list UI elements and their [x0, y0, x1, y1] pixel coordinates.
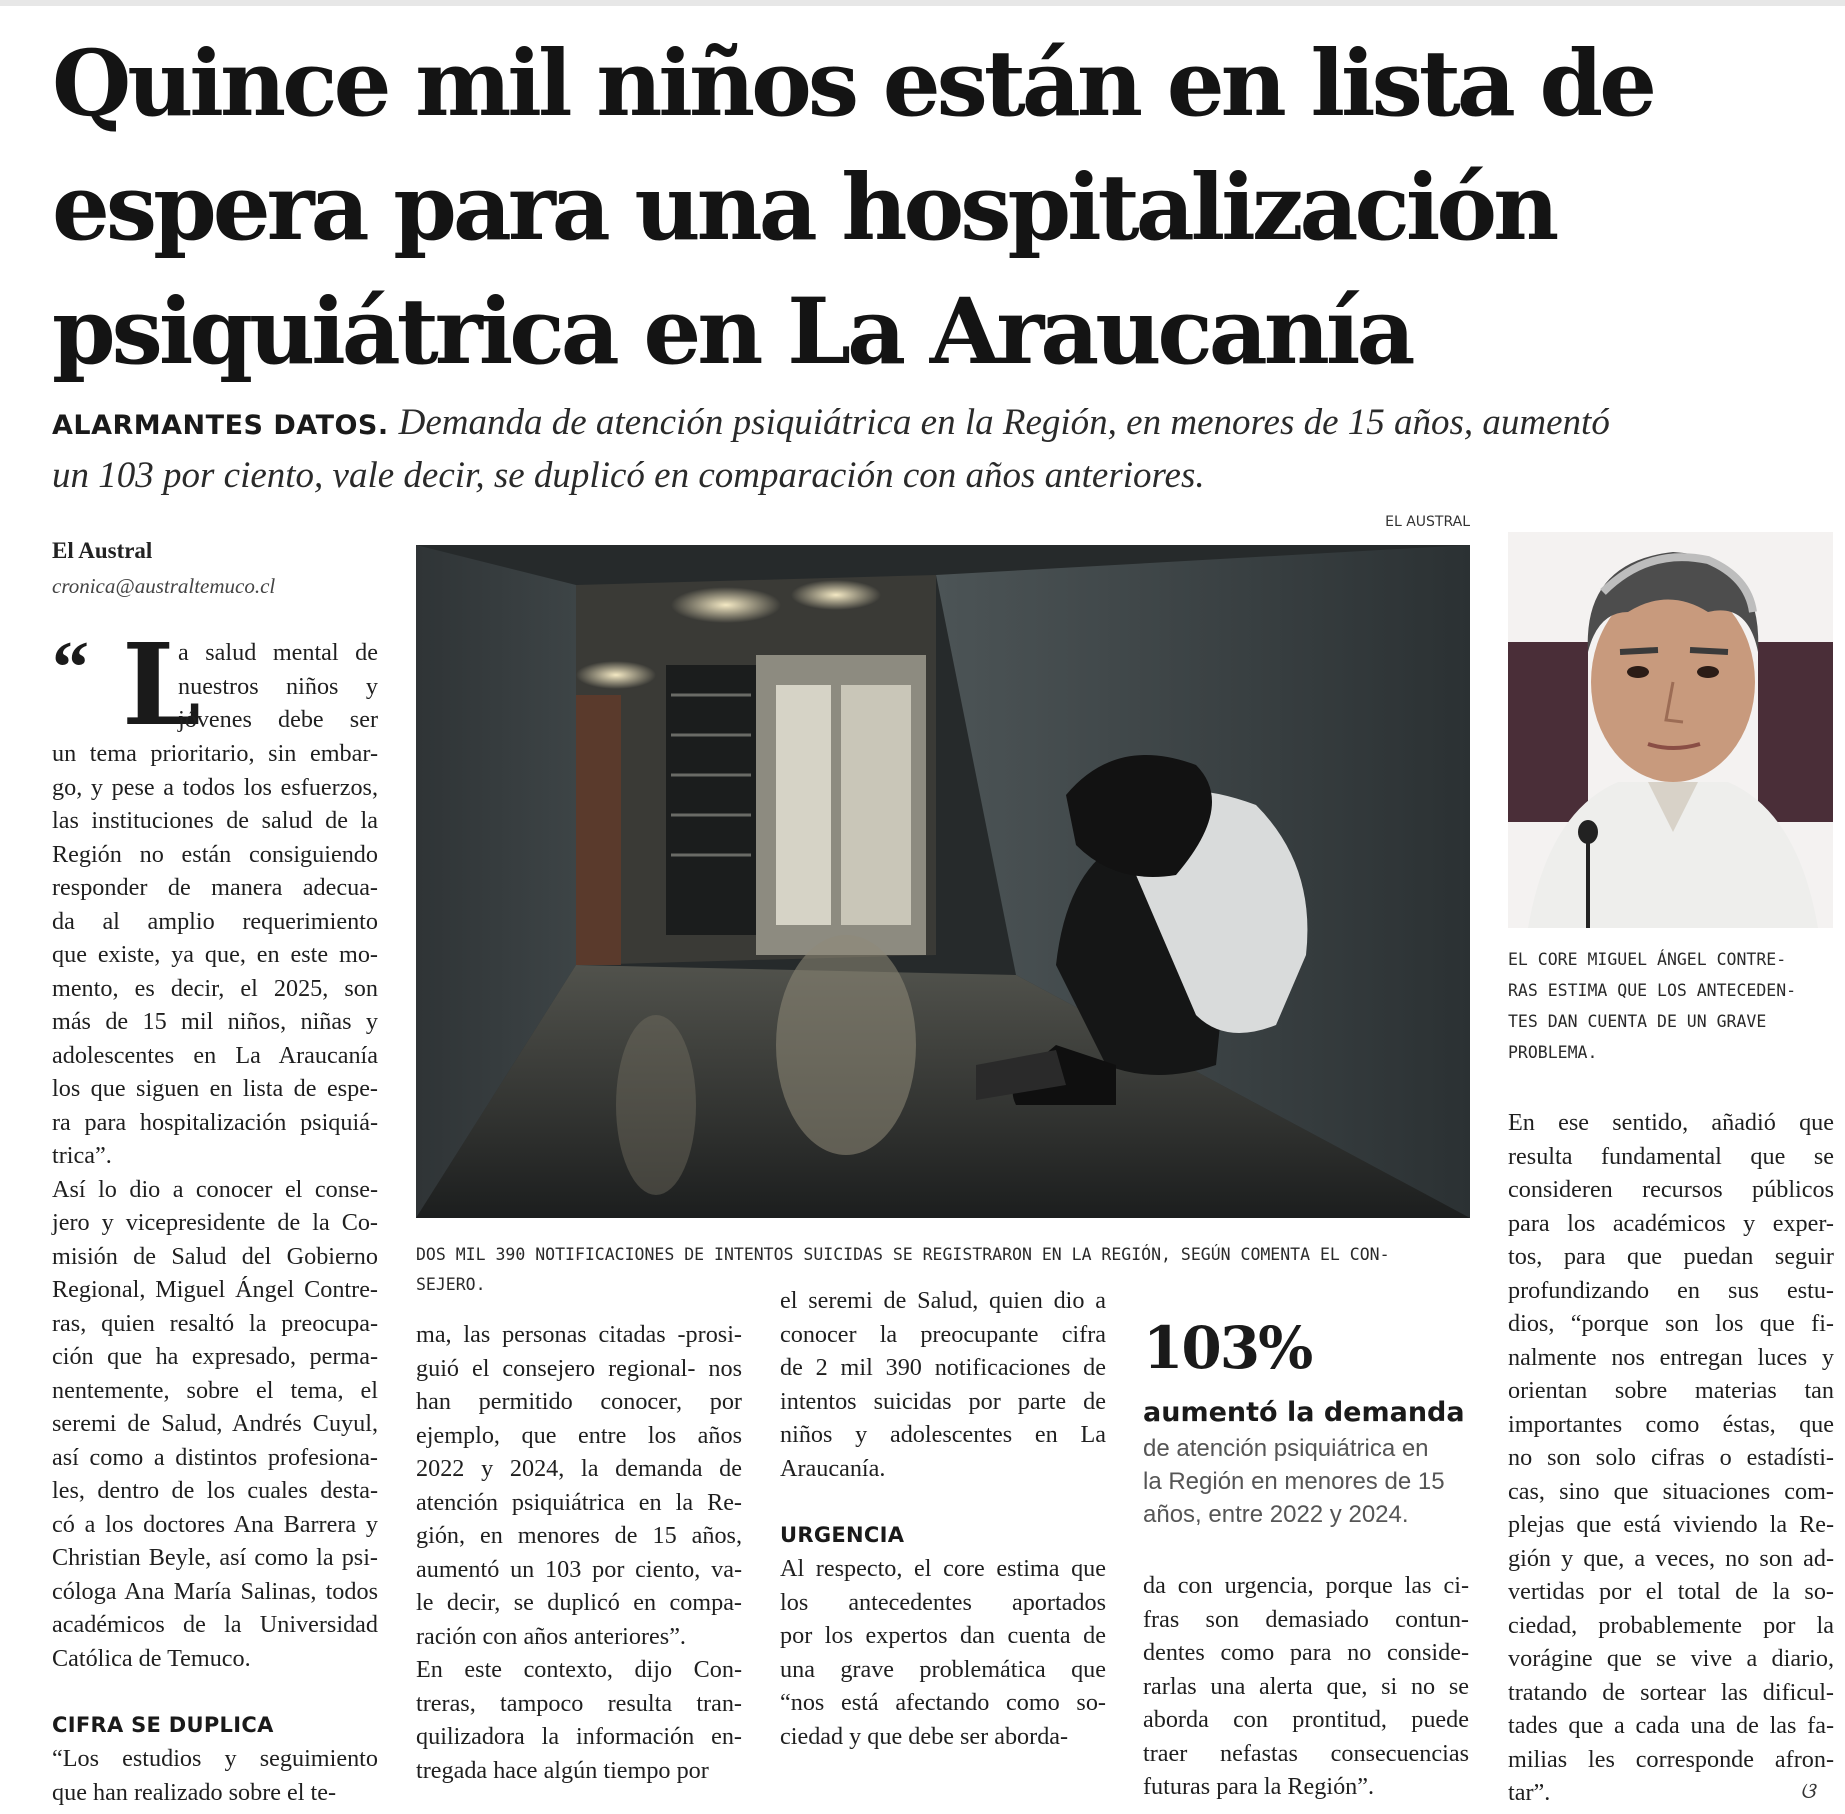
- text-line: jero y vicepresidente de la Co-: [52, 1209, 378, 1236]
- text-line: ma, las personas citadas -prosi-: [416, 1321, 742, 1348]
- text-line: cas, sino que situaciones com-: [1508, 1477, 1834, 1505]
- text-line: dios, “porque son los que fi-: [1508, 1310, 1834, 1337]
- headline: [52, 22, 1752, 394]
- text-line: tos, para que puedan seguir: [1508, 1243, 1834, 1270]
- portrait-illustration: [1508, 532, 1833, 928]
- section-subhead: CIFRA SE DUPLICA: [52, 1712, 274, 1737]
- text-line: aborda con prontitud, puede: [1143, 1706, 1469, 1733]
- text-line: vertidas por el total de la so-: [1508, 1578, 1834, 1605]
- text-line: le decir, se duplicó en compa-: [416, 1589, 742, 1616]
- byline-author: El Austral: [52, 538, 153, 563]
- text-line: que han realizado sobre el te-: [52, 1778, 337, 1806]
- byline-email: cronica@australtemuco.cl: [52, 574, 276, 598]
- stat-line: años, entre 2022 y 2024.: [1143, 1501, 1409, 1528]
- deck-kicker: ALARMANTES DATOS.: [52, 410, 389, 441]
- portrait-caption: [1508, 944, 1833, 1068]
- text-line: el seremi de Salud, quien dio a: [780, 1287, 1106, 1314]
- text-line: responder de manera adecua-: [52, 874, 378, 901]
- text-line: resulta fundamental que se: [1508, 1142, 1834, 1170]
- text-line: intentos suicidas por parte de: [780, 1387, 1106, 1415]
- text-line: ejemplo, que entre los años: [416, 1421, 742, 1449]
- text-line: fras son demasiado contun-: [1143, 1605, 1469, 1633]
- column-4: [1143, 1569, 1469, 1804]
- text-line: nentemente, sobre el tema, el: [52, 1376, 378, 1404]
- text-line: nalmente nos entregan luces y: [1508, 1343, 1834, 1371]
- spacer: [52, 1675, 378, 1709]
- text-line: los que siguen en lista de espe-: [52, 1075, 378, 1102]
- stat-description: [1143, 1432, 1473, 1531]
- text-line: jóvenes debe ser: [178, 706, 378, 733]
- text-line: “Los estudios y seguimiento: [52, 1745, 378, 1772]
- deck-text: Demanda de atención psiquiátrica en la Región, en menores de 15 años, aumentó: [398, 402, 1610, 443]
- text-line: gión, en menores de 15 años,: [416, 1522, 742, 1549]
- text-line: go, y pese a todos los esfuerzos,: [52, 773, 378, 801]
- text-line: dentes como para no conside-: [1143, 1639, 1469, 1666]
- text-line: han permitido conocer, por: [416, 1388, 742, 1415]
- text-line: profundizando en sus estu-: [1508, 1276, 1834, 1304]
- text-line: ciedad, probablemente por la: [1508, 1611, 1834, 1639]
- portrait-caption-line: EL CORE MIGUEL ÁNGEL CONTRE-: [1508, 950, 1787, 969]
- text-line: tratando de sortear las dificul-: [1508, 1678, 1834, 1706]
- spacer: [780, 1485, 1106, 1519]
- text-line: Christian Beyle, así como la psi-: [52, 1544, 378, 1571]
- text-line: a salud mental de: [178, 639, 378, 666]
- deck: [52, 398, 1812, 501]
- text-line: “nos está afectando como so-: [780, 1689, 1106, 1716]
- text-line: tar”.: [1508, 1779, 1551, 1806]
- text-line: trica”.: [52, 1142, 112, 1169]
- text-line: un tema prioritario, sin embar-: [52, 740, 378, 767]
- text-line: les, dentro de los cuales desta-: [52, 1477, 378, 1504]
- text-line: para los académicos y exper-: [1508, 1209, 1834, 1237]
- text-line: que existe, ya que, en este mo-: [52, 941, 378, 968]
- text-line: una grave problemática que: [780, 1655, 1106, 1683]
- portrait-photo: [1508, 532, 1833, 928]
- text-line: orientan sobre materias tan: [1508, 1377, 1834, 1404]
- column-1: [52, 737, 378, 1809]
- text-line: milias les corresponde afron-: [1508, 1745, 1834, 1773]
- text-line: seremi de Salud, Andrés Cuyul,: [52, 1410, 378, 1437]
- column-2: [416, 1318, 742, 1787]
- text-line: Al respecto, el core estima que: [780, 1555, 1106, 1582]
- photo-caption-line: DOS MIL 390 NOTIFICACIONES DE INTENTOS SUICIDAS SE REGISTRARON EN LA REGIÓN, SEGÚN COMENTA EL CON-: [416, 1245, 1390, 1264]
- headline-line: Quince mil niños están en lista de: [52, 31, 1654, 137]
- section-subhead: URGENCIA: [780, 1522, 905, 1547]
- stat-line: de atención psiquiátrica en: [1143, 1435, 1429, 1462]
- text-line: ra para hospitalización psiquiá-: [52, 1108, 378, 1136]
- deck-line-2: un 103 por ciento, vale decir, se duplicó en comparación con años anteriores.: [52, 455, 1205, 496]
- text-line: de 2 mil 390 notificaciones de: [780, 1354, 1106, 1381]
- text-line: académicos de la Universidad: [52, 1611, 378, 1638]
- text-line: vorágine que se vive a diario,: [1508, 1645, 1834, 1672]
- column-5: [1508, 1106, 1834, 1810]
- text-line: futuras para la Región”.: [1143, 1773, 1375, 1800]
- photo-credit: EL AUSTRAL: [1385, 514, 1470, 530]
- text-line: por los expertos dan cuenta de: [780, 1622, 1106, 1649]
- text-line: En este contexto, dijo Con-: [416, 1656, 742, 1683]
- text-line: los antecedentes aportados: [780, 1588, 1106, 1616]
- portrait-caption-line: PROBLEMA.: [1508, 1043, 1598, 1062]
- stat-line: la Región en menores de 15: [1143, 1468, 1445, 1495]
- photo-caption-line: SEJERO.: [416, 1275, 486, 1294]
- portrait-caption-line: RAS ESTIMA QUE LOS ANTECEDEN-: [1508, 981, 1797, 1000]
- text-line: plejas que está viviendo la Re-: [1508, 1511, 1834, 1538]
- text-line: 2022 y 2024, la demanda de: [416, 1455, 742, 1482]
- text-line: más de 15 mil niños, niñas y: [52, 1008, 378, 1035]
- text-line: gión y que, a veces, no son ad-: [1508, 1544, 1834, 1572]
- text-line: niños y adolescentes en La: [780, 1421, 1106, 1448]
- stat-heading: aumentó la demanda: [1143, 1397, 1465, 1428]
- hallway-illustration: [416, 545, 1470, 1218]
- text-line: Regional, Miguel Ángel Contre-: [52, 1276, 378, 1303]
- text-line: tades que a cada una de las fa-: [1508, 1712, 1834, 1739]
- text-line: cóloga Ana María Salinas, todos: [52, 1577, 378, 1605]
- stat-value: 103%: [1143, 1314, 1312, 1382]
- text-line: Región no están consiguiendo: [52, 840, 378, 868]
- text-line: da al amplio requerimiento: [52, 907, 378, 935]
- text-line: Así lo dio a conocer el conse-: [52, 1175, 378, 1203]
- text-line: así como a distintos profesiona-: [52, 1443, 378, 1471]
- hallway-photo: [416, 545, 1470, 1218]
- text-line: atención psiquiátrica en la Re-: [416, 1488, 742, 1516]
- text-line: Católica de Temuco.: [52, 1644, 251, 1672]
- text-line: ración con años anteriores”.: [416, 1622, 686, 1650]
- text-line: ras, quien resaltó la preocupa-: [52, 1309, 378, 1337]
- text-line: rarlas una alerta que, si no se: [1143, 1672, 1469, 1700]
- text-line: có a los doctores Ana Barrera y: [52, 1510, 378, 1538]
- text-line: traer nefastas consecuencias: [1143, 1739, 1469, 1767]
- column-3: [780, 1284, 1106, 1753]
- text-line: ción que ha expresado, perma-: [52, 1343, 378, 1370]
- text-line: mento, es decir, el 2025, son: [52, 974, 378, 1002]
- opening-quote-mark: “: [52, 627, 89, 709]
- end-mark-icon: ଓ: [1800, 1778, 1816, 1803]
- portrait-caption-line: TES DAN CUENTA DE UN GRAVE: [1508, 1012, 1767, 1031]
- headline-line: espera para una hospitalización: [52, 155, 1556, 261]
- text-line: quilizadora la información en-: [416, 1723, 742, 1750]
- text-line: las instituciones de salud de la: [52, 807, 378, 834]
- column-1-indented: [178, 636, 378, 737]
- drop-cap: L: [122, 620, 201, 751]
- text-line: tregada hace algún tiempo por: [416, 1756, 709, 1784]
- headline-line: psiquiátrica en La Araucanía: [52, 279, 1412, 385]
- text-line: importantes como éstas, que: [1508, 1410, 1834, 1438]
- text-line: no son solo cifras o estadísti-: [1508, 1444, 1834, 1471]
- text-line: Araucanía.: [780, 1454, 886, 1482]
- text-line: En ese sentido, añadió que: [1508, 1109, 1834, 1136]
- text-line: adolescentes en La Araucanía: [52, 1041, 378, 1069]
- text-line: guió el consejero regional- nos: [416, 1354, 742, 1382]
- text-line: ciedad y que debe ser aborda-: [780, 1722, 1069, 1750]
- text-line: treras, tampoco resulta tran-: [416, 1689, 742, 1717]
- text-line: nuestros niños y: [178, 672, 378, 700]
- text-line: conocer la preocupante cifra: [780, 1320, 1106, 1348]
- top-rule: [0, 0, 1845, 6]
- text-line: aumentó un 103 por ciento, va-: [416, 1555, 742, 1583]
- deck-line-1: [52, 398, 1812, 451]
- text-line: consideren recursos públicos: [1508, 1176, 1834, 1203]
- text-line: misión de Salud del Gobierno: [52, 1242, 378, 1270]
- text-line: da con urgencia, porque las ci-: [1143, 1572, 1469, 1599]
